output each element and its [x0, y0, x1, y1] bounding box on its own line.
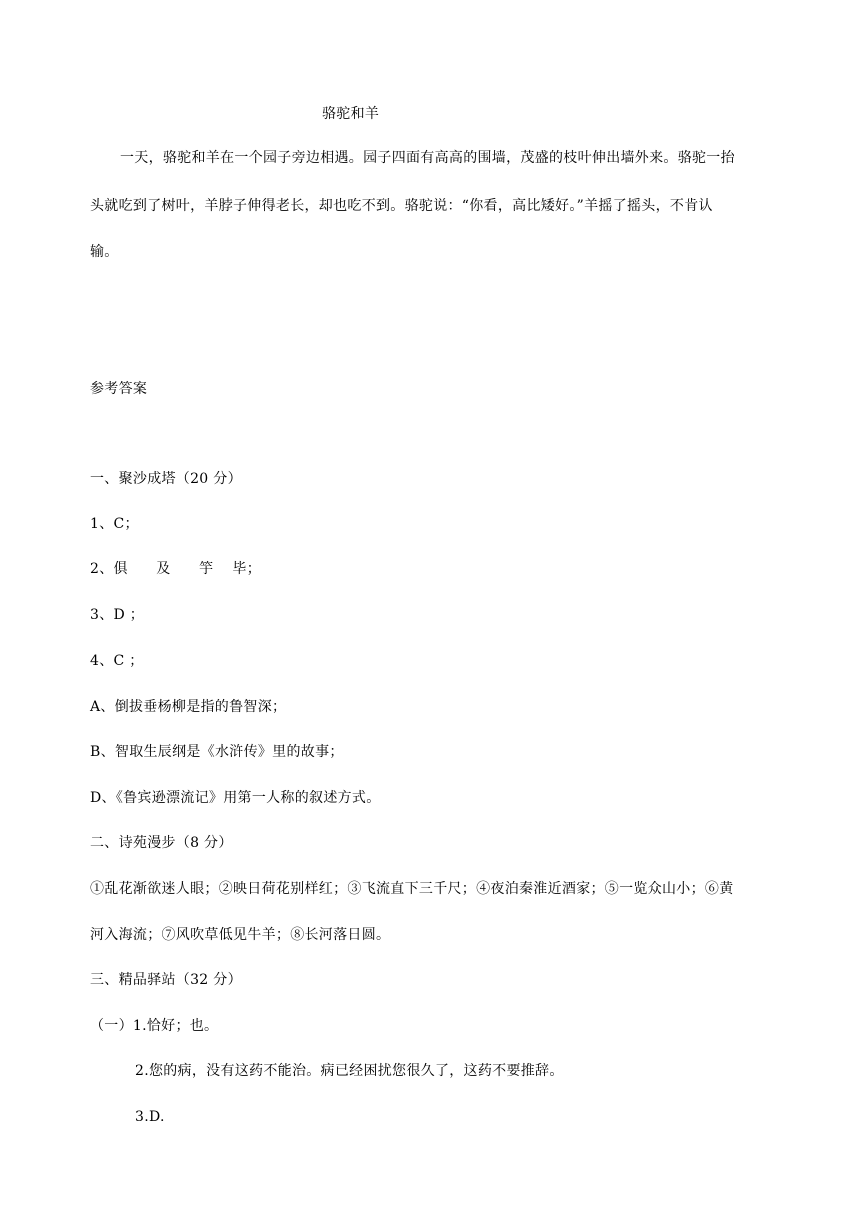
- section-1-item: 3、D ；: [90, 607, 145, 623]
- section-3-item: （一）1.恰好；也。: [90, 1018, 219, 1034]
- section-3-title: 三、精品驿站（32 分）: [90, 972, 242, 988]
- story-paragraph-line-2: 头就吃到了树叶，羊脖子伸得老长，却也吃不到。骆驼说：“你看，高比矮好。”羊摇了摇头，不肯认: [90, 198, 713, 214]
- answers-heading: 参考答案: [90, 381, 148, 397]
- section-1-item: B、智取生辰纲是《水浒传》里的故事；: [90, 744, 344, 760]
- section-2-title: 二、诗苑漫步（8 分）: [90, 835, 233, 851]
- section-1-item: 2、俱 及 竽 毕；: [90, 561, 262, 577]
- section-1-item: 4、C ；: [90, 653, 144, 669]
- story-title: 骆驼和羊: [322, 106, 380, 122]
- story-paragraph-line-3: 输。: [90, 244, 119, 260]
- section-3-item: 2.您的病，没有这药不能治。病已经困扰您很久了，这药不要推辞。: [135, 1063, 564, 1079]
- story-paragraph-line-1: 一天，骆驼和羊在一个园子旁边相遇。园子四面有高高的围墙，茂盛的枝叶伸出墙外来。骆驼一抬: [120, 150, 735, 166]
- section-1-item: 1、C；: [90, 516, 139, 532]
- section-1-item: A、倒拔垂杨柳是指的鲁智深；: [90, 699, 287, 715]
- section-3-item: 3.D.: [135, 1109, 165, 1125]
- section-2-line-1: ①乱花渐欲迷人眼；②映日荷花别样红；③飞流直下三千尺；④夜泊秦淮近酒家；⑤一览众山小；⑥黄: [90, 881, 734, 897]
- section-2-line-2: 河入海流；⑦风吹草低见牛羊；⑧长河落日圆。: [90, 927, 391, 943]
- section-1-item: D、《鲁宾逊漂流记》用第一人称的叙述方式。: [90, 790, 381, 806]
- section-1-title: 一、聚沙成塔（20 分）: [90, 471, 242, 487]
